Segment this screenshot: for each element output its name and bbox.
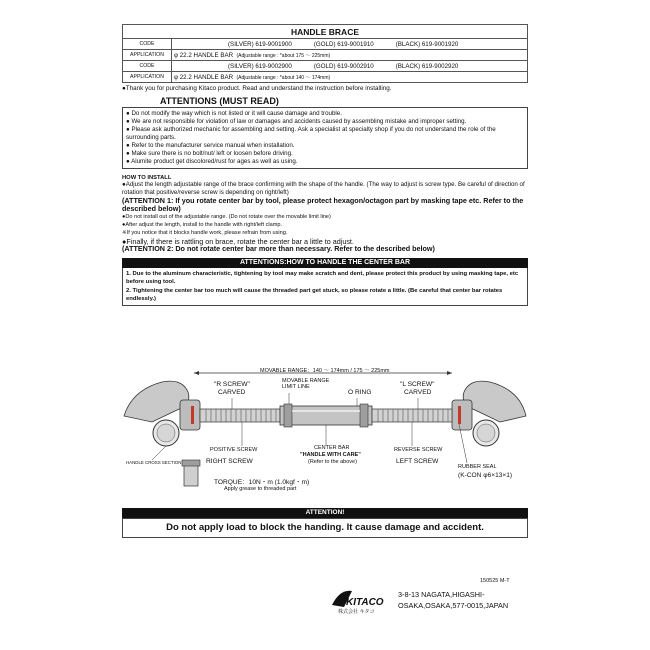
grease-label: Apply grease to threaded part xyxy=(224,486,297,492)
carved-label: CARVED xyxy=(404,389,432,396)
rubber-seal-label: RUBBER SEAL xyxy=(458,464,497,470)
application-bar: φ 22.2 HANDLE BAR xyxy=(174,73,234,81)
final-attention-heading: ATTENTION! xyxy=(122,508,528,518)
attention-2: (ATTENTION 2: Do not rotate center bar more than necessary. Refer to the described below) xyxy=(122,244,435,254)
l-screw-label: "L SCREW" xyxy=(400,381,435,388)
center-bar-note-1: 1. Due to the aluminum characteristic, tightening by tool may make scratch and dent, please protect this product by using masking tape, etc before using tool. xyxy=(126,271,519,286)
center-bar-label: CENTER BAR xyxy=(314,445,350,451)
code-black: (BLACK) 619-9001920 xyxy=(395,40,459,48)
final-attention-text: Do not apply load to block the handing. It cause damage and accident. xyxy=(122,518,528,538)
cross-section-label: HANDLE CROSS SECTION xyxy=(126,460,182,465)
application-label: APPLICATION xyxy=(123,50,172,61)
attentions-heading: ATTENTIONS (MUST READ) xyxy=(160,96,279,106)
document-code: 150525 M-T xyxy=(480,578,510,584)
kitaco-logo-icon xyxy=(330,587,390,615)
code-black: (BLACK) 619-9002920 xyxy=(395,62,459,70)
right-screw-label: RIGHT SCREW xyxy=(206,458,253,465)
refer-label: (Refer to the above) xyxy=(308,459,357,465)
center-bar-heading: ATTENTIONS:HOW TO HANDLE THE CENTER BAR xyxy=(122,258,528,268)
attention-item: ● We are not responsible for violation of law or damages and accidents caused by assembling mistake and improper setting. xyxy=(126,118,467,125)
company-address xyxy=(398,589,508,611)
r-screw-label: "R SCREW" xyxy=(214,381,250,388)
application-range: (Adjustable range : *about 175 ～ 225mm) xyxy=(236,52,331,59)
code-label: CODE xyxy=(123,39,172,50)
attention-item: ● Do not modify the way which is not listed or it will cause damage and trouble. xyxy=(126,110,342,117)
code-gold: (GOLD) 619-9001910 xyxy=(313,40,374,48)
center-bar-box xyxy=(122,268,528,306)
o-ring-label: O RING xyxy=(348,389,372,396)
install-step: ●Do not install out of the adjustable range. (Do not rotate over the movable limit line) xyxy=(122,214,331,221)
application-label: APPLICATION xyxy=(123,72,172,83)
application-bar: φ 22.2 HANDLE BAR xyxy=(174,51,234,59)
code-silver: (SILVER) 619-9001900 xyxy=(228,40,292,48)
attentions-box xyxy=(122,107,528,169)
thanks-text: ●Thank you for purchasing Kitaco product. Read and understand the instruction before installing. xyxy=(122,85,392,92)
application-range: (Adjustable range : *about 140 ～ 174mm) xyxy=(236,74,331,81)
brace-diagram xyxy=(122,360,528,500)
code-silver: (SILVER) 619-9002900 xyxy=(228,62,292,70)
how-to-install-heading: HOW TO INSTALL xyxy=(122,175,172,181)
limit-line-label: MOVABLE RANGE LIMIT LINE xyxy=(282,378,330,390)
product-table xyxy=(122,24,528,83)
instruction-sheet xyxy=(122,24,528,306)
carved-label: CARVED xyxy=(218,389,246,396)
center-bar-note-2: 2. Tightening the center bar too much will cause the threaded part get stuck, so please rotate a little. (Be careful that center bar rotates endlessly.) xyxy=(126,287,503,302)
left-screw-label: LEFT SCREW xyxy=(396,458,439,465)
attention-item: ● Refer to the manufacturer service manual when installation. xyxy=(126,142,295,149)
attention-item: ● Make sure there is no bolt/nut/ left or loosen before driving. xyxy=(126,150,293,157)
kitaco-logo xyxy=(330,587,390,615)
address-line: 3-8-13 NAGATA,HIGASHI- xyxy=(398,590,485,599)
address-line: OSAKA,OSAKA,577-0015,JAPAN xyxy=(398,601,509,610)
handle-with-care-label: "HANDLE WITH CARE" xyxy=(300,452,361,458)
attention-1: (ATTENTION 1: If you rotate center bar by tool, please protect hexagon/octagon part by masking tape etc. Refer to the described below) xyxy=(122,195,524,214)
torque-label: TORQUE：10N・m (1.0kgf・m) xyxy=(214,479,310,486)
install-step: ●Finally, if there is rattling on brace, rotate the center bar a little to adjust. xyxy=(122,236,354,246)
svg-text:株式会社 キタコ: 株式会社 キタコ xyxy=(338,609,375,615)
reverse-screw-label: REVERSE SCREW xyxy=(394,447,443,453)
positive-screw-label: POSITIVE SCREW xyxy=(210,447,258,453)
install-step: ●After adjust the length, install to the handle with right/left clamp. xyxy=(122,221,283,228)
page-title: HANDLE BRACE xyxy=(123,25,528,39)
attention-item: ● Alumite product get discolored/rust for ages as well as using. xyxy=(126,158,298,165)
code-label: CODE xyxy=(123,61,172,72)
install-note: ※If you notice that it blocks handle work, please refrain from using. xyxy=(122,229,288,236)
k-con-label: (K-CON φ6×13×1) xyxy=(458,472,513,479)
code-gold: (GOLD) 619-9002910 xyxy=(313,62,374,70)
svg-text:KITACO: KITACO xyxy=(346,597,384,608)
attention-item: ● Please ask authorized mechanic for assembling and setting. Ask a specialist at specialty shop if you do not understand the role of the surrounding parts. xyxy=(126,126,496,141)
install-step: ●Adjust the length adjustable range of the brace confirming with the shape of the handle. (The way to adjust is screw type. Be careful of direction of rotation that positive/reverse screw is depending on right/left) xyxy=(122,181,525,196)
movable-range-label: MOVABLE RANGE：140 ～ 174mm / 175 ～ 225mm xyxy=(260,368,390,374)
